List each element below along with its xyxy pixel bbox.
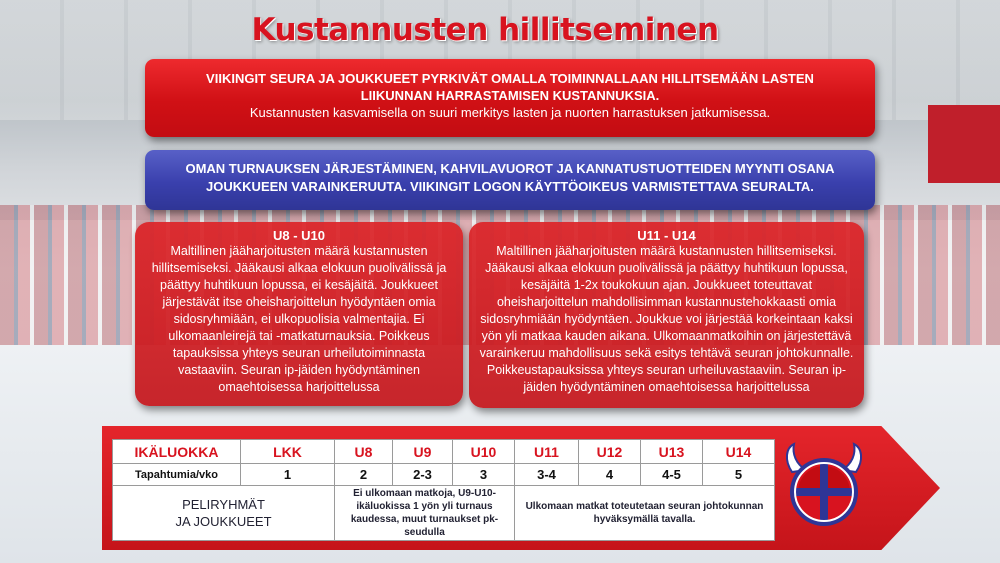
card-line: hillitsemiseksi. Jääkausi alkaa elokuun puolivälissä ja — [151, 261, 447, 275]
card-u11-u14-heading: U11 - U14 — [637, 228, 696, 243]
background-banner — [928, 105, 1000, 183]
card-line: Maltillinen jääharjoitusten määrä kustannusten — [170, 244, 428, 258]
table-row — [113, 464, 775, 486]
age-class: U9 — [393, 440, 453, 464]
age-class: U13 — [641, 440, 703, 464]
age-class: LKK — [241, 440, 335, 464]
header-label: IKÄLUOKKA — [113, 440, 241, 464]
note-u11-u14: Ulkomaan matkat toteutetaan seuran johtokunnan hyväksymällä tavalla. — [515, 486, 775, 541]
slide-title: Kustannusten hillitseminen — [251, 12, 719, 48]
table-row — [113, 440, 775, 464]
age-class: U12 — [579, 440, 641, 464]
card-line: kesäjäitä 1-2x toukokuun ajan. Joukkueet toteuttavat — [520, 278, 813, 292]
events-value: 4-5 — [641, 464, 703, 486]
card-line: oheisharjoittelun mahdollisimman kustannustehokkaasti omia — [496, 295, 837, 309]
fundraising-box — [145, 150, 875, 210]
card-line: vastaaviin. Seuran ip-jäiden hyödyntäminen — [178, 363, 420, 377]
table-row — [113, 486, 775, 541]
card-line: järjestävät itse oheisharjoittelun hyödyntäen omia — [162, 295, 436, 309]
card-u8-u10-heading: U8 - U10 — [272, 228, 326, 243]
card-line: Maltillinen jääharjoitusten määrä kustannusten hillitsemiseksi. — [496, 244, 837, 258]
events-value: 3-4 — [515, 464, 579, 486]
age-class-table — [112, 439, 775, 541]
card-line: Jääkausi alkaa elokuun puolivälissä ja päättyy huhtikuun lopussa, — [485, 261, 848, 275]
card-line: tapauksissa yhteys seuran urheilutoiminnasta — [172, 346, 426, 360]
card-line: Poikkeustapauksissa yhteys seuran urheiluvastaaviin. Seuran ip- — [486, 363, 847, 377]
events-value: 1 — [241, 464, 335, 486]
card-line: varainkeruu mahdollisuus sekä esitys tehtävä seuran johtokunnalle. — [479, 346, 854, 360]
card-line: sidosryhmiään hyödyntäen. Joukkue voi järjestää korkeintaan kaksi — [480, 312, 853, 326]
card-u8-u10-body — [135, 243, 463, 396]
age-class: U10 — [453, 440, 515, 464]
cost-goal-heading-2: LIIKUNNAN HARRASTAMISEN KUSTANNUKSIA. — [360, 88, 660, 103]
row-label: Tapahtumia/vko — [113, 464, 241, 486]
card-u8-u10 — [135, 222, 463, 406]
viikingit-helmet-logo-icon — [782, 442, 866, 534]
fundraising-line-2: JOUKKUEEN VARAINKERUUTA. VIIKINGIT LOGON KÄYTTÖOIKEUS VARMISTETTAVA SEURALTA. — [206, 179, 814, 194]
age-class: U14 — [703, 440, 775, 464]
card-line: päättyy huhtikuun lopussa, ei kesäjäitä. Joukkueet — [160, 278, 438, 292]
card-line: omaehtoisessa harjoittelussa — [218, 380, 380, 394]
group-label-line-2: JA JOUKKUEET — [175, 514, 272, 529]
card-line: yön yli matkaa kauden aikana. Ulkomaanmatkoihin on järjestettävä — [481, 329, 852, 343]
events-value: 4 — [579, 464, 641, 486]
group-label-line-1: PELIRYHMÄT — [182, 497, 265, 512]
cost-goal-heading-1: VIIKINGIT SEURA JA JOUKKUEET PYRKIVÄT OMALLA TOIMINNALLAAN HILLITSEMÄÄN LASTEN — [206, 71, 814, 86]
card-u11-u14-body — [469, 243, 864, 396]
card-line: jäiden hyödyntäminen omaehtoisessa harjoittelussa — [523, 380, 810, 394]
fundraising-line-1: OMAN TURNAUKSEN JÄRJESTÄMINEN, KAHVILAVUOROT JA KANNATUSTUOTTEIDEN MYYNTI OSANA — [185, 161, 835, 176]
cost-goal-box — [145, 59, 875, 137]
age-class: U11 — [515, 440, 579, 464]
card-u11-u14 — [469, 222, 864, 408]
events-value: 5 — [703, 464, 775, 486]
card-line: sidosryhmiään, ei ulkopuolisia valmentajia. Ei — [173, 312, 425, 326]
age-class: U8 — [335, 440, 393, 464]
events-value: 3 — [453, 464, 515, 486]
note-u9-u10: Ei ulkomaan matkoja, U9-U10-ikäluokissa 1 yön yli turnaus kaudessa, muut turnaukset pk-seudulla — [335, 486, 515, 541]
cost-goal-text: Kustannusten kasvamisella on suuri merkitys lasten ja nuorten harrastuksen jatkumisessa. — [249, 105, 771, 120]
card-line: ulkomaanleirejä tai -matkaturnauksia. Poikkeus — [168, 329, 430, 343]
group-label — [113, 486, 335, 541]
events-value: 2-3 — [393, 464, 453, 486]
events-value: 2 — [335, 464, 393, 486]
